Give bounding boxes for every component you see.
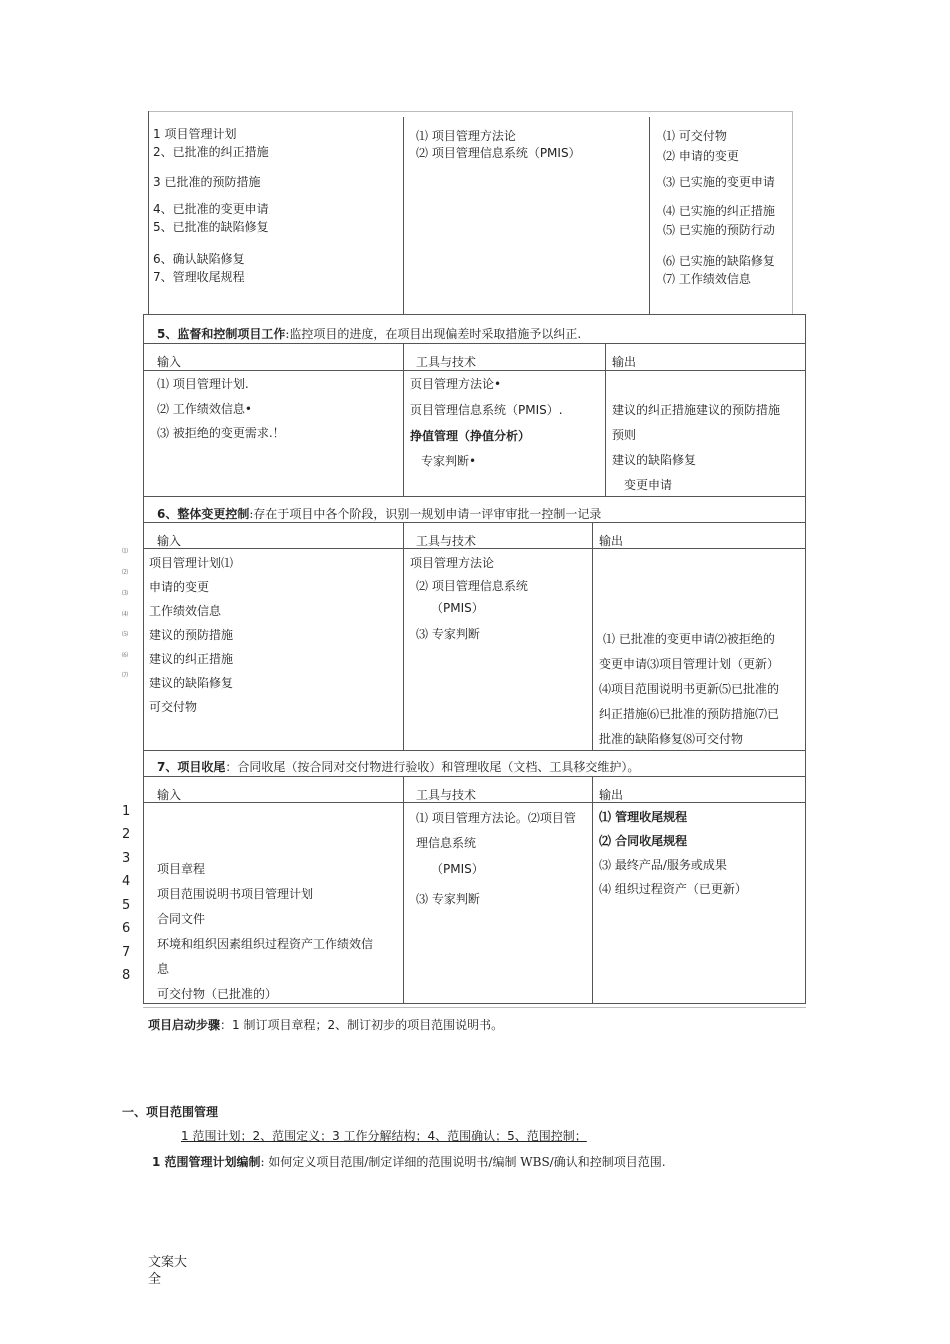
section6-marker-7: ⑺ <box>122 672 129 679</box>
scope-heading: 一、项目范围管理 <box>122 1105 219 1119</box>
section7-title: 7、项目收尾 <box>157 760 226 774</box>
section7-output-1: ⑴ 管理收尾规程 <box>599 810 688 824</box>
section7-marker-7: 7 <box>122 945 131 960</box>
section5-output-1: 建议的纠正措施建议的预防措施 <box>612 403 781 417</box>
top-tool-2: ⑵ 项目管理信息系统（PMIS） <box>416 146 581 160</box>
section5-title: 5、监督和控制项目工作 <box>157 327 286 341</box>
section5-col-input: 输入 <box>157 355 182 369</box>
top-input-3: 3 已批准的预防措施 <box>153 175 261 189</box>
section7-tool-3: （PMIS） <box>431 862 484 876</box>
section5-desc: :监控项目的进度，在项目出现偏差时采取措施予以纠正. <box>285 327 582 341</box>
section5-header <box>157 326 581 343</box>
section6-marker-1: ⑴ <box>122 548 129 555</box>
top-input-4: 4、已批准的变更申请 <box>153 202 269 216</box>
section5-tool-2: 页目管理信息系统（PMIS）. <box>410 403 563 417</box>
section6-tool-3: （PMIS） <box>431 601 484 615</box>
scope-plan-text: : 如何定义项目范围/制定详细的范围说明书/编制 WBS/确认和控制项目范围. <box>260 1155 666 1169</box>
section5-tool-3: 挣值管理（挣值分析） <box>410 429 531 443</box>
section6-header <box>157 506 601 523</box>
section6-input-3: 工作绩效信息 <box>149 604 222 618</box>
section6-marker-4: ⑷ <box>122 611 129 618</box>
scope-steps: 1 范围计划；2、范围定义；3 工作分解结构；4、范围确认；5、范围控制； <box>181 1129 587 1143</box>
section6-output-4: 纠正措施⑹已批准的预防措施⑺已 <box>599 707 780 721</box>
section5-input-2: ⑵ 工作绩效信息• <box>157 402 252 416</box>
section7-marker-1: 1 <box>122 804 131 819</box>
section6-marker-2: ⑵ <box>122 569 129 576</box>
top-tool-1: ⑴ 项目管理方法论 <box>416 129 516 143</box>
section7-tool-1: ⑴ 项目管理方法论。⑵项目管 <box>416 811 576 825</box>
top-input-1: 1 项目管理计划 <box>153 127 237 141</box>
section6-tool-2: ⑵ 项目管理信息系统 <box>416 579 528 593</box>
section7-output-3: ⑶ 最终产品/服务或成果 <box>599 858 727 872</box>
section7-input-1: 项目章程 <box>157 862 206 876</box>
section6-marker-5: ⑸ <box>122 631 129 638</box>
top-input-6: 6、确认缺陷修复 <box>153 252 245 266</box>
section5-input-3: ⑶ 被拒绝的变更需求.！ <box>157 426 285 440</box>
footer-text <box>148 1255 187 1289</box>
startup-line <box>148 1017 503 1034</box>
section6-output-3: ⑷项目范围说明书更新⑸已批准的 <box>599 682 780 696</box>
scope-plan-line <box>152 1154 666 1171</box>
section7-tool-2: 理信息系统 <box>416 836 477 850</box>
top-input-7: 7、管理收尾规程 <box>153 270 245 284</box>
section6-output-5: 批准的缺陷修复⑻可交付物 <box>599 732 744 746</box>
section7-input-3: 合同文件 <box>157 912 206 926</box>
section7-marker-6: 6 <box>122 921 131 936</box>
section7-col-input: 输入 <box>157 788 182 802</box>
section7-desc: ：合同收尾（按合同对交付物进行验收）和管理收尾（文档、工具移交维护）。 <box>225 760 640 774</box>
section5-tool-1: 页目管理方法论• <box>410 377 502 391</box>
section6-marker-3: ⑶ <box>122 590 129 597</box>
section6-col-tools: 工具与技术 <box>416 534 477 548</box>
section7-input-4: 环境和组织因素组织过程资产工作绩效信 <box>157 937 374 951</box>
startup-text: ：1 制订项目章程；2、制订初步的项目范围说明书。 <box>220 1018 504 1032</box>
top-output-1: ⑴ 可交付物 <box>663 129 727 143</box>
section5-output-4: 变更申请 <box>624 478 673 492</box>
section6-input-6: 建议的缺陷修复 <box>149 676 234 690</box>
section5-output-3: 建议的缺陷修复 <box>612 453 697 467</box>
section6-input-5: 建议的纠正措施 <box>149 652 234 666</box>
section7-marker-2: 2 <box>122 827 131 842</box>
section7-marker-3: 3 <box>122 851 131 866</box>
section7-tool-4: ⑶ 专家判断 <box>416 892 480 906</box>
section6-input-4: 建议的预防措施 <box>149 628 234 642</box>
section6-input-1: 项目管理计划⑴ <box>149 556 234 570</box>
section5-tool-4: 专家判断• <box>421 454 477 468</box>
section7-marker-5: 5 <box>122 898 131 913</box>
top-input-5: 5、已批准的缺陷修复 <box>153 220 269 234</box>
section7-marker-4: 4 <box>122 874 131 889</box>
section7-col-output: 输出 <box>599 788 624 802</box>
footer-line-1: 文案大 <box>148 1255 188 1270</box>
top-output-7: ⑺ 工作绩效信息 <box>663 272 751 286</box>
section7-input-6: 可交付物（已批准的） <box>157 987 278 1001</box>
section7-marker-8: 8 <box>122 968 131 983</box>
section7-input-2: 项目范围说明书项目管理计划 <box>157 887 314 901</box>
section5-output-2: 预则 <box>612 428 637 442</box>
top-input-2: 2、已批准的纠正措施 <box>153 145 269 159</box>
top-output-2: ⑵ 申请的变更 <box>663 149 739 163</box>
section6-output-1: ⑴ 已批准的变更申请⑵被拒绝的 <box>603 632 775 646</box>
section6-tool-4: ⑶ 专家判断 <box>416 627 480 641</box>
section6-tool-1: 项目管理方法论 <box>410 556 495 570</box>
section7-output-2: ⑵ 合同收尾规程 <box>599 834 688 848</box>
top-output-5: ⑸ 已实施的预防行动 <box>663 223 775 237</box>
section5-input-1: ⑴ 项目管理计划. <box>157 377 249 391</box>
section7-output-4: ⑷ 组织过程资产（已更新） <box>599 882 747 896</box>
section7-input-5: 息 <box>157 962 170 976</box>
top-output-3: ⑶ 已实施的变更申请 <box>663 175 775 189</box>
section6-title: 6、整体变更控制 <box>157 507 250 521</box>
section6-col-input: 输入 <box>157 534 182 548</box>
startup-label: 项目启动步骤 <box>148 1018 221 1032</box>
scope-plan-label: 1 范围管理计划编制 <box>152 1155 261 1169</box>
top-output-4: ⑷ 已实施的纠正措施 <box>663 204 775 218</box>
section6-desc: :存在于项目中各个阶段，识别一规划申请一评审审批一控制一记录 <box>249 507 602 521</box>
section6-col-output: 输出 <box>599 534 624 548</box>
footer-line-2: 全 <box>148 1271 162 1287</box>
section6-marker-6: ⑹ <box>122 652 129 659</box>
section6-output-2: 变更申请⑶项目管理计划（更新） <box>599 657 780 671</box>
section6-input-2: 申请的变更 <box>149 580 210 594</box>
section5-col-tools: 工具与技术 <box>416 355 477 369</box>
section7-header <box>157 759 639 776</box>
section7-col-tools: 工具与技术 <box>416 788 477 802</box>
section5-col-output: 输出 <box>612 355 637 369</box>
top-output-6: ⑹ 已实施的缺陷修复 <box>663 254 775 268</box>
section6-input-7: 可交付物 <box>149 700 198 714</box>
